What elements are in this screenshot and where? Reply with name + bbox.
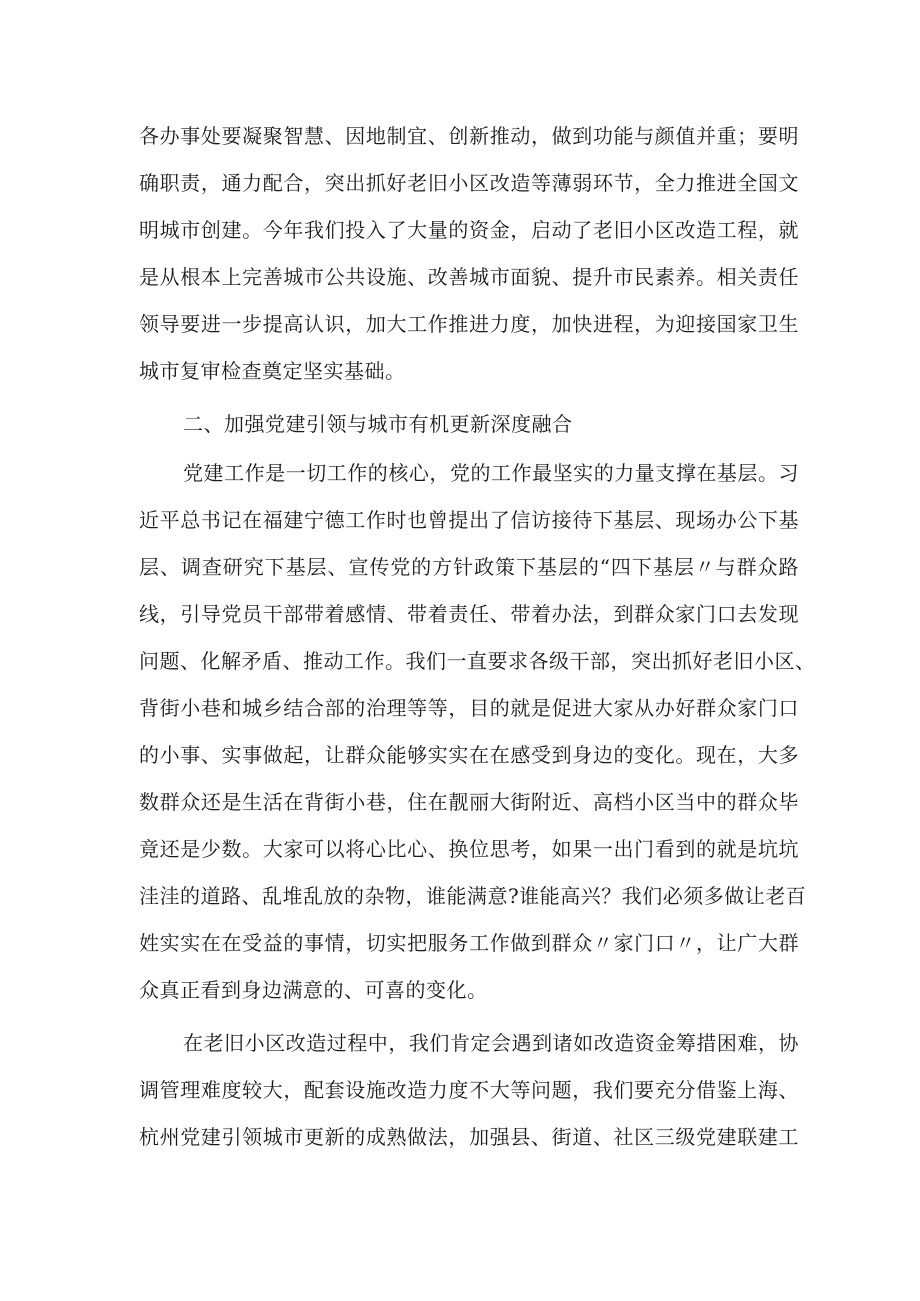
paragraph-1-line-1: 各办事处要凝聚智慧、因地制宜、创新推动，做到功能与颜值并重；要明 — [139, 124, 799, 148]
section-heading: 二、加强党建引领与城市有机更新深度融合 — [183, 412, 573, 436]
paragraph-2-line-4: 线，引导党员干部带着感情、带着责任、带着办法，到群众家门口去发现 — [139, 602, 799, 626]
paragraph-1-line-2: 确职责，通力配合，突出抓好老旧小区改造等薄弱环节，全力推进全国文 — [139, 171, 799, 195]
paragraph-2-line-1: 党建工作是一切工作的核心，党的工作最坚实的力量支撑在基层。习 — [183, 461, 799, 485]
paragraph-2-line-3: 层、调查研究下基层、宣传党的方针政策下基层的“四下基层〃与群众路 — [139, 555, 799, 579]
paragraph-2-line-12: 众真正看到身边满意的、可喜的变化。 — [139, 978, 488, 1002]
paragraph-2-line-11: 姓实实在在受益的事情，切实把服务工作做到群众〃家门口〃，让广大群 — [139, 931, 799, 955]
paragraph-2-line-10: 洼洼的道路、乱堆乱放的杂物，谁能满意?谁能高兴？我们必须多做让老百 — [139, 884, 807, 908]
paragraph-2-line-9: 竟还是少数。大家可以将心比心、换位思考，如果一出门看到的就是坑坑 — [139, 837, 799, 861]
paragraph-3-line-3: 杭州党建引领城市更新的成熟做法，加强县、街道、社区三级党建联建工 — [139, 1125, 799, 1149]
paragraph-2-line-7: 的小事、实事做起，让群众能够实实在在感受到身边的变化。现在，大多 — [139, 743, 799, 767]
paragraph-3-line-2: 调管理难度较大，配套设施改造力度不大等问题，我们要充分借鉴上海、 — [139, 1078, 799, 1102]
paragraph-2-line-6: 背街小巷和城乡结合部的治理等等，目的就是促进大家从办好群众家门口 — [139, 696, 799, 720]
paragraph-2-line-8: 数群众还是生活在背街小巷，住在靓丽大街附近、高档小区当中的群众毕 — [139, 790, 799, 814]
paragraph-1-line-4: 是从根本上完善城市公共设施、改善城市面貌、提升市民素养。相关责任 — [139, 265, 799, 289]
paragraph-2-line-2: 近平总书记在福建宁德工作时也曾提出了信访接待下基层、现场办公下基 — [139, 508, 799, 532]
paragraph-2-line-5: 问题、化解矛盾、推动工作。我们一直要求各级干部，突出抓好老旧小区、 — [139, 649, 816, 673]
paragraph-1-line-3: 明城市创建。今年我们投入了大量的资金，启动了老旧小区改造工程，就 — [139, 218, 799, 242]
paragraph-3-line-1: 在老旧小区改造过程中，我们肯定会遇到诸如改造资金筹措困难，协 — [183, 1031, 799, 1055]
paragraph-1-line-6: 城市复审检查奠定坚实基础。 — [139, 359, 406, 383]
paragraph-1-line-5: 领导要进一步提高认识，加大工作推进力度，加快进程，为迎接国家卫生 — [139, 312, 799, 336]
